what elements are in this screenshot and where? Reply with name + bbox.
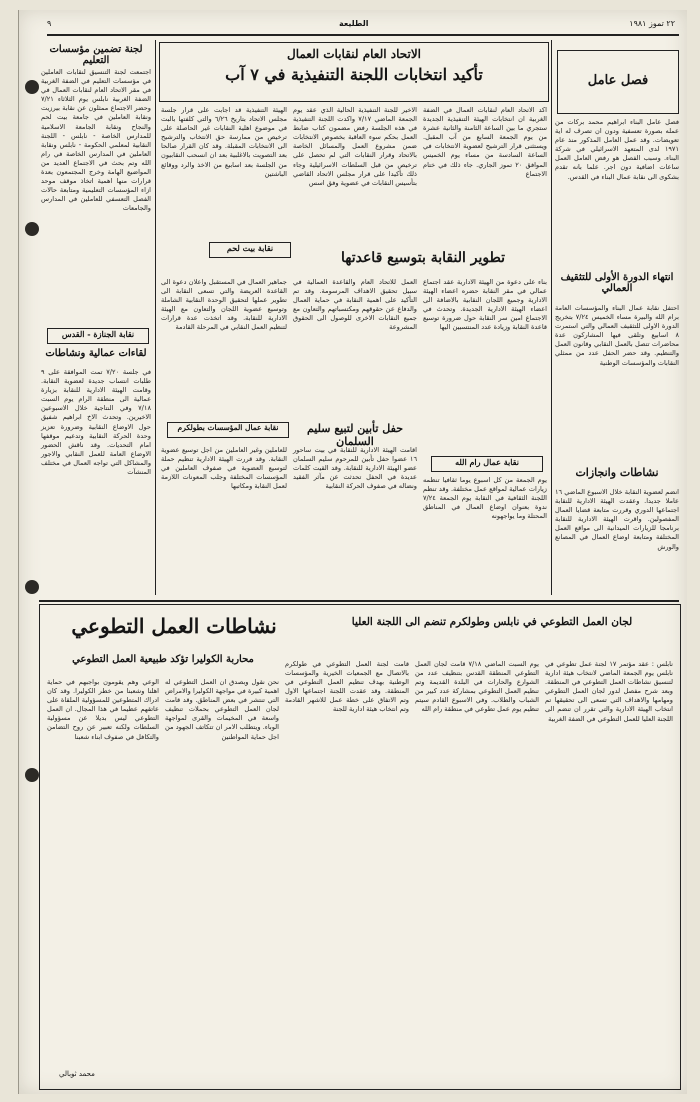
- tag-bethlehem-union: نقابة بيت لحم: [209, 242, 291, 258]
- punch-hole: [25, 580, 39, 594]
- top-story-column-1: اكد الاتحاد العام لنقابات العمال في الضفة الغربية ان انتخابات الهيئة التنفيذية الجديدة ستجري ما بين الساعة الثامنة والثانية عشرة من يوم الجمعة السابع من آب المقبل. ويستثنى قرار الترشيح لعضوية الانتخابات في الساعة السادسة من مساء يوم الخميس الموافق ٢٠ تموز الجاري. جاء ذلك في ختام الاجتماع: [423, 106, 547, 178]
- volunteer-column-tulkarem: قامت لجنة العمل التطوعي في طولكرم بالاتصال مع الجمعيات الخيرية والمؤسسات الوطنية بهدف تنظيم العمل التطوعي في المنطقة. وقد عقدت اللجنة اجتماعها الاول وتم الاتفاق على خطة عمل للاشهر القادمة وتم انتخاب هيئة ادارية للجنة: [285, 660, 409, 714]
- left-heading-meetings: لقاءات عمالية ونشاطات: [45, 348, 147, 359]
- volunteer-section-title: نشاطات العمل التطوعي: [71, 614, 277, 638]
- header-page-number: ٩: [47, 19, 52, 28]
- header-publication-name: الطليعة: [339, 19, 369, 28]
- punch-hole: [25, 80, 39, 94]
- section-divider: [39, 600, 679, 602]
- top-story-column-2: الاخير للجنة التنفيذية الحالية الذي عقد يوم الجمعة الماضي ٧/١٧ واكدت اللجنة التنفيذية في هذه الجلسة رفض مضمون كتاب ضابط العمل بحكم سوء العاقبة بخصوص الانتخابات ضمن مشروع العمل والمسائل الخاصة بالاتحاد وقرار النقابات التي لم تحصل على ترخيص من قبل السلطات الاسرائيلية وجاء ذلك تأكيدا على قرار مجلس الاتحاد القاضي بتأسيس النقابات في عضوية وفق اسس: [293, 106, 417, 187]
- left-tag-jerusalem: نقابة الجنازة - القدس: [47, 328, 149, 344]
- memorial-article: اقامت الهيئة الادارية للنقابة في بيت ساحور ١٦ عضوا حفل تأبين للمرحوم سليم السلمان عضو الهيئة الادارية للنقابة. وقد القيت كلمات عديدة في الحفل تحدثت عن مآثر الفقيد ونضاله في صفوف الحركة النقابية: [293, 446, 417, 491]
- punch-hole: [25, 768, 39, 782]
- top-story-title: تأكيد انتخابات اللجنة التنفيذية في ٧ آب: [225, 65, 483, 84]
- left-article-education: اجتمعت لجنة التنسيق لنقابات العاملين في مؤسسات التعليم في الضفة الغربية في مقر الاتحاد العام لنقابات العمال في الضفة الغربية نابلس يوم الثلاثاء ٧/٢١ وحضر الاجتماع ممثلون عن نقابة بيرزيت ونقابة العاملين في جامعة بيت لحم والنجاح ونقابة الجامعة الاسلامية للمدارس الخاصة - نابلس - اللجنة النقابية لمعلمي الحكومة - نابلس ونقابة العاملين في المدارس الخاصة في رام الله وتم بحث في الاجتماع العديد من المواضيع الهامة وخرج المجتمعون بعدة قرارات منها اهمية اتخاذ موقف موحد ازاء المؤسسات التعليمية ومتابعة حالات الفصل التعسفي للعاملين في المدارس والجامعات: [41, 68, 151, 213]
- cholera-column-1: نحن نقول وبصدق ان العمل التطوعي له اهمية كبيرة في مواجهة الكوليرا والامراض التي تنتشر في بعض المناطق. وقد قامت لجان العمل التطوعي بحملات تنظيف واسعة في المخيمات والقرى لمواجهة الوباء. ويتطلب الامر ان تتكاتف الجهود من اجل حماية المواطنين: [165, 678, 279, 741]
- volunteer-headline: لجان العمل التطوعي في نابلس وطولكرم تنضم الى اللجنة العليا: [351, 616, 633, 628]
- column-divider: [155, 40, 156, 595]
- union-expansion-column-2: العمل للاتحاد العام والقاعدة العمالية في سبيل تحقيق الاهداف المرسومة. وقد تم التأكيد على اهمية النقابة في حماية العمال والدفاع عن حقوقهم ومكتسباتهم والتعاون مع جميع النقابات الاخرى للوصول الى الحقوق المشروعة: [293, 278, 417, 332]
- page-header: [47, 16, 679, 36]
- left-article-meetings: في جلسة ٧/٢٠ تمت الموافقة على ٩ طلبات انتساب جديدة لعضوية النقابة. وقامت الهيئة الادارية للنقابة بزيارة عمالية الى منطقة الرام يوم السبت ٧/١٨ وفي النتاجية خلال الاسبوعين الاخيرين. وتحدث الاخ ابراهيم شفيق حول الاوضاع النقابية وضرورة تعزيز وحدة الحركة النقابية وتدعيم موقفها امام التحديات. وقد ناقش الحضور الاوضاع العامة للعمل النقابي والاجور والمشاكل التي تواجه العمال في مختلف المنشآت: [41, 368, 151, 477]
- right-article-dismissal: فصل عامل البناء ابراهيم محمد بركات من عمله بصورة تعسفية ودون ان تصرف له اية تعويضات. وقد عمل العامل المذكور منذ عام ١٩٧١ لدى المتعهد الاسرائيلي في شركة البناء. وسبب الفصل هو رفض العامل العمل ساعات اضافية دون اجر. علما بانه تقدم بشكوى الى نقابة عمال البناء في القدس.: [555, 118, 679, 181]
- top-story-headline-box: [159, 42, 549, 102]
- heading-cholera: محاربة الكوليرا تؤكد طبيعية العمل التطوعي: [72, 654, 254, 665]
- ramallah-article: يوم الجمعة من كل اسبوع يوما ثقافيا تنظمه زيارات عمالية لمواقع عمل مختلفة. وقد تنظم اللجنة الثقافية في النقابة يوم الجمعة ٧/٢٤ ندوة بعنوان اوضاع العمال في المناطق المحتلة وما يواجهونه: [423, 476, 547, 521]
- union-expansion-column-3: جماهير العمال في المستقبل واعلان دعوة الى القاعدة العريضة والتي تسعى النقابة الى تطوير عملها لتحقيق الوحدة النقابية الشاملة وتوسيع عضوية اللجان والتعاون مع الهيئة الادارية للنقابة. وقد اتخذت عدة قرارات لتنظيم العمل النقابي في المرحلة القادمة: [161, 278, 287, 332]
- tag-ramallah-union: نقابة عمال رام الله: [431, 456, 543, 472]
- punch-hole: [25, 222, 39, 236]
- right-article-activities: انضم لعضوية النقابة خلال الاسبوع الماضي ١٦ عاملا جديدا. وعقدت الهيئة الادارية للنقابة اجتماعها الدوري وقررت متابعة قضايا العمال المفصولين. واقرت الهيئة الادارية للنقابة برنامجا للزيارات الميدانية الى مواقع العمل المختلفة ومتابعة اوضاع العمال في المصانع والورش: [555, 488, 679, 551]
- cholera-column-2: الوعي وهم يقومون بواجبهم في حماية اهلنا وشعبنا من خطر الكوليرا. وقد كان ادراك المتطوعين للمسؤولية الملقاة على عاتقهم عظيما في هذا المجال. ان العمل التطوعي ليس بديلا عن مسؤولية السلطات ولكنه تعبير عن روح التضامن والتكافل في صفوف ابناء شعبنا: [47, 678, 159, 741]
- right-heading-activities: نشاطات وانجازات: [575, 466, 659, 479]
- tag-tulkarem-union: نقابة عمال المؤسسات بطولكرم: [167, 422, 289, 438]
- top-story-kicker: الاتحاد العام لنقابات العمال: [286, 47, 422, 61]
- author-signature: محمد ثوبالي: [59, 1070, 95, 1078]
- volunteer-column-jerusalem: يوم السبت الماضي ٧/١٨ قامت لجان العمل التطوعي المنطقة القدس بتنظيف عدد من الشوارع والحارات في البلدة القديمة وتم تنظيم العمل التطوعي بمشاركة عدد كبير من الشباب والطلاب. وفي الاسبوع القادم سيتم تنظيم يوم عمل تطوعي في منطقة رام الله: [415, 660, 540, 714]
- header-date: ٢٢ تموز ١٩٨١: [629, 19, 675, 28]
- tulkarem-article: للعاملين وغير العاملين من اجل توسيع عضوية النقابة. وقد قررت الهيئة الادارية تنظيم حملة لتوسيع العضوية في صفوف العاملين في المؤسسات المختلفة وجلب المعونات اللازمة لعمل النقابة ومكاتبها: [161, 446, 287, 491]
- union-expansion-column-1: بناء على دعوة من الهيئة الادارية عقد اجتماع عمالي في مقر النقابة حضره اعضاء الهيئة الادارية وجميع اللجان النقابية بالاضافة الى اعضاء الهيئة الادارية الجديدة. وتحدث في الاجتماع امين سر النقابة حول ضرورة توسيع قاعدة النقابة وزيادة عدد المنتسبين اليها: [423, 278, 547, 332]
- left-heading-education: لجنة تضمين مؤسسات التعليم: [49, 44, 143, 66]
- right-heading-course: انتهاء الدورة الأولى للتثقيف العمالي: [560, 272, 674, 294]
- heading-union-expansion: تطوير النقابة بتوسيع قاعدتها: [340, 250, 506, 266]
- volunteer-column-nablus: نابلس : عقد مؤتمر ١٧ لجنة عمل تطوعي في نابلس يوم الجمعة الماضي لانتخاب هيئة ادارية لتنسيق نشاطات العمل التطوعي في المنطقة. وبعد شرح مفصل لدور لجان العمل التطوعي ومهامها والاهداف التي تسعى الى تحقيقها تم انتخاب الهيئة الادارية والتي تقرر ان تنضم الى اللجنة العليا للعمل التطوعي في الضفة الغربية: [545, 660, 673, 723]
- heading-memorial: حفل تأبين لتبيع سليم السلمان: [306, 422, 403, 448]
- column-divider: [551, 40, 552, 595]
- top-story-column-3: الهيئة التنفيذية قد اجابت على قرار جلسة مجلس الاتحاد بتاريخ ٦/٢٦ والتي كلفتها بالبت في موضوع اهلية النقابات غير الحاصلة على ترخيص من ممارسة حق الانتخاب والترشيح الى الانتخابات المقبلة. وقد كان القرار صالحا بعد التصويت بالاغلبية بعد ان انسحب النقابيون من الجلسة بعد اسابيع من الاخذ والرد ووقائع الباشتين: [161, 106, 288, 178]
- right-heading-box: [557, 50, 679, 114]
- right-article-course: احتفل نقابة عمال البناء والمؤسسات العامة برام الله والبيرة مساء الخميس ٧/٢٤ بتخريج الدورة الاولى للتثقيف العمالي والتي استمرت ٨ اسابيع وتلقى فيها المشاركون عدة محاضرات تتصل بالعمل النقابي وقانون العمل والتنظيم. وقد حضر الحفل عدد من ممثلي النقابات والمؤسسات الوطنية: [555, 304, 679, 367]
- newspaper-page: [18, 10, 687, 1094]
- right-heading-dismissal: فصل عامل: [587, 73, 649, 88]
